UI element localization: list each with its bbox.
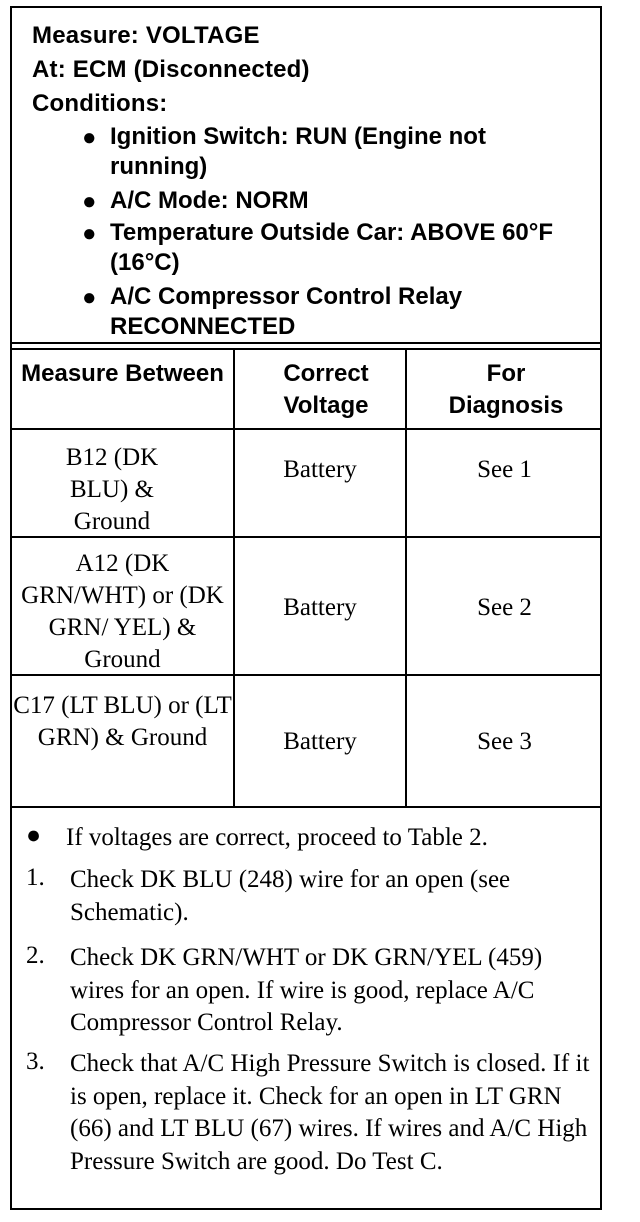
bullet-icon: ● [26, 822, 42, 849]
condition-ac-mode: A/C Mode: NORM [110, 187, 309, 214]
row-divider [12, 428, 600, 430]
divider [12, 348, 600, 350]
note-2: Check DK GRN/WHT or DK GRN/YEL (459) wires for an open. If wire is good, replace A/C Compressor Control Relay. [70, 944, 543, 1036]
row-divider [12, 536, 600, 538]
measure-line: Measure: VOLTAGE [32, 22, 260, 49]
divider [12, 342, 600, 344]
row1-measure-between: B12 (DK BLU) & Ground [65, 444, 159, 535]
bullet-icon: ● [82, 284, 97, 311]
row1-for-diagnosis: See 1 [477, 456, 532, 483]
bullet-icon: ● [82, 124, 97, 151]
at-line: At: ECM (Disconnected) [32, 56, 310, 83]
note-number: 1. [26, 864, 45, 891]
column-header-correct-voltage: Correct Voltage [283, 360, 369, 419]
row3-for-diagnosis: See 3 [477, 728, 532, 755]
diagnostic-table [10, 6, 602, 1210]
row1-correct-voltage: Battery [283, 456, 357, 483]
condition-relay: A/C Compressor Control Relay RECONNECTED [110, 283, 463, 340]
row2-correct-voltage: Battery [283, 594, 357, 621]
note-number: 2. [26, 942, 45, 969]
conditions-header [12, 8, 600, 344]
bullet-icon: ● [82, 220, 97, 247]
row3-correct-voltage: Battery [283, 728, 357, 755]
bullet-icon: ● [82, 188, 97, 215]
conditions-label: Conditions: [32, 90, 168, 117]
condition-temperature: Temperature Outside Car: ABOVE 60°F (16°C) [110, 219, 554, 276]
note-bullet: If voltages are correct, proceed to Table 2. [66, 824, 488, 851]
column-header-for-diagnosis: For Diagnosis [448, 360, 564, 419]
row2-measure-between: A12 (DK GRN/WHT) or (DK GRN/ YEL) & Ground [21, 550, 224, 673]
row-divider [12, 674, 600, 676]
divider [12, 806, 600, 808]
note-1: Check DK BLU (248) wire for an open (see Schematic). [70, 866, 511, 926]
condition-ignition: Ignition Switch: RUN (Engine not running) [110, 123, 486, 180]
column-header-measure-between: Measure Between [21, 360, 224, 387]
note-3: Check that A/C High Pressure Switch is closed. If it is open, replace it. Check for an open in LT GRN (66) and LT BLU (67) wires. If wires and A/C High Pressure Switch are good. Do Test C. [70, 1050, 590, 1175]
row3-measure-between: C17 (LT BLU) or (LT GRN) & Ground [13, 692, 232, 751]
row2-for-diagnosis: See 2 [477, 594, 532, 621]
note-number: 3. [26, 1048, 45, 1075]
